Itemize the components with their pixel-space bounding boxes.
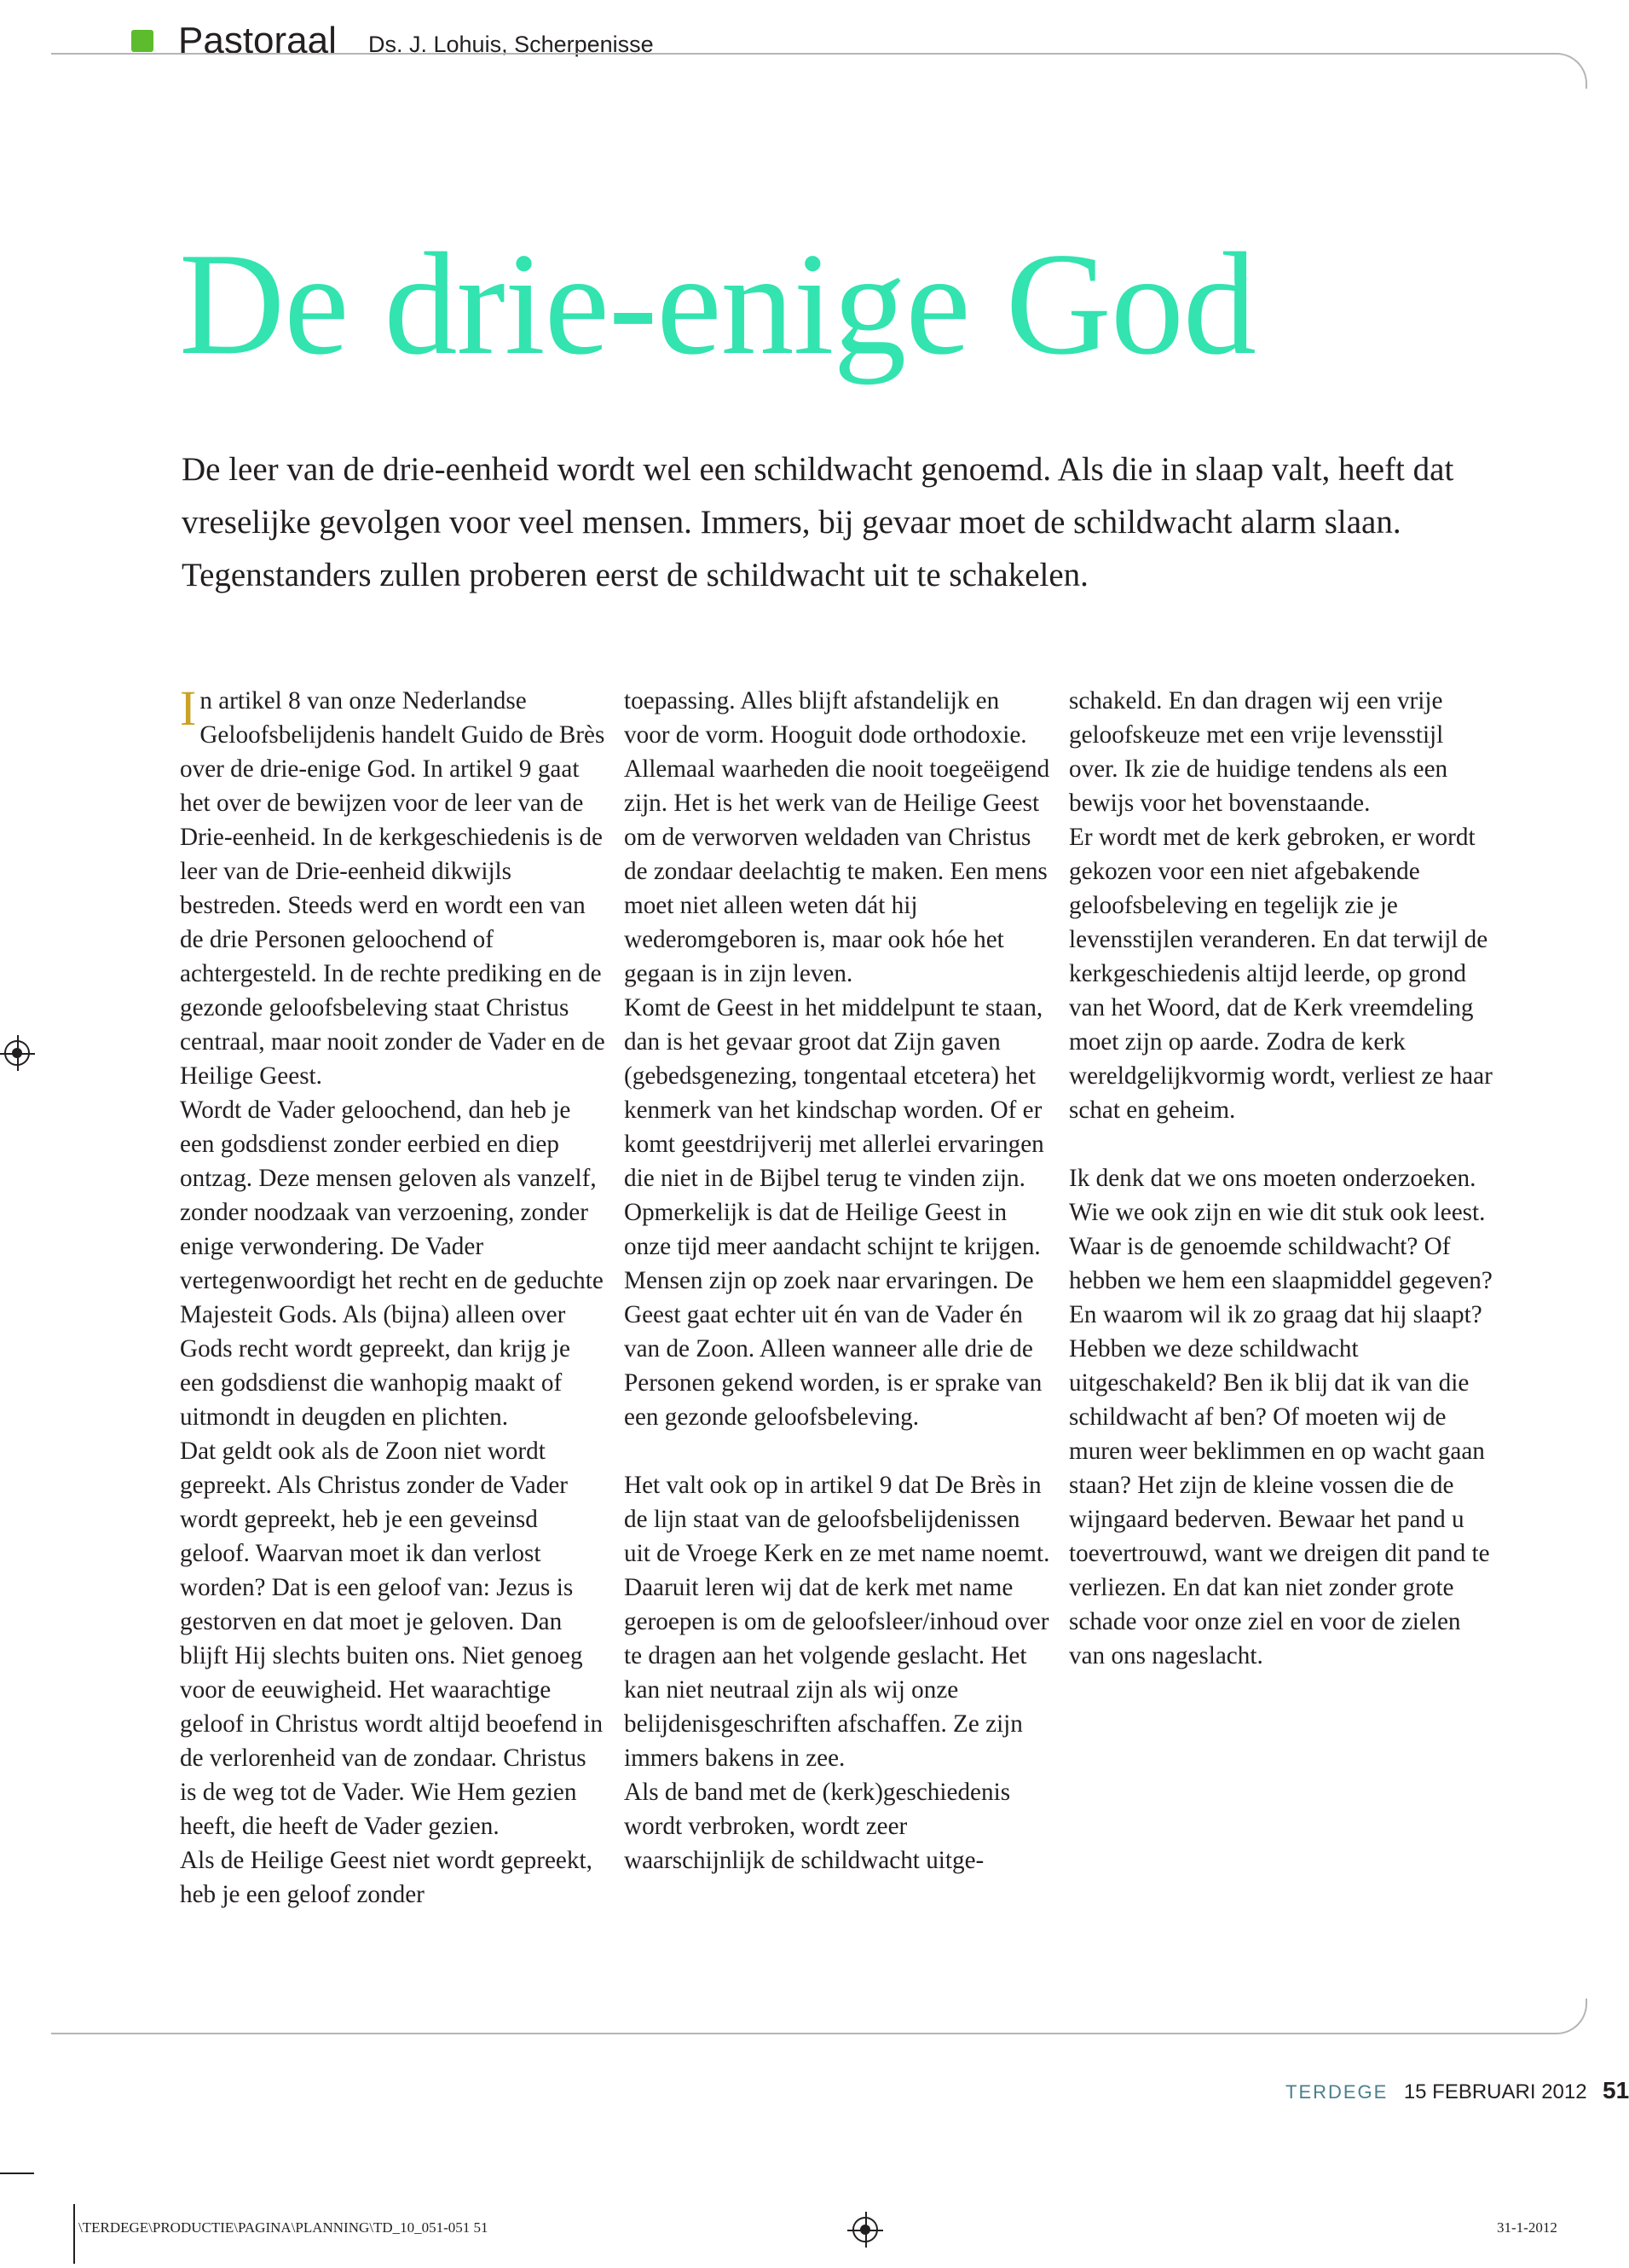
paragraph: Wordt de Vader geloochend, dan heb je een godsdienst zonder eerbied en diep ontzag. Deze mensen geloven als vanzelf, zonder noodzaak van verzoening, zonder enige verwondering. De Vader vertegenwoordigt het recht en de geduchte Majesteit Gods. Als (bijna) alleen over Gods recht wordt gepreekt, dan krijg je een godsdienst die wanhopig maakt of uitmondt in deugden en plichten. <box>180 1096 604 1431</box>
print-slug-path: \TERDEGE\PRODUCTIE\PAGINA\PLANNING\TD_10_051-051 51 <box>78 2219 488 2236</box>
paragraph: Dat geldt ook als de Zoon niet wordt gepreekt. Als Christus zonder de Vader wordt gepreekt, heb je een geveinsd geloof. Waarvan moet ik dan verlost worden? Dat is een geloof van: Jezus is gestorven en dat moet je geloven. Dan blijft Hij slechts buiten ons. Niet genoeg voor de eeuwigheid. Het waarachtige geloof in Christus wordt altijd beoefend in de verlorenheid van de zondaar. Christus is de weg tot de Vader. Wie Hem gezien heeft, die heeft de Vader gezien. <box>180 1438 604 1840</box>
body-column-2 <box>624 684 1050 1877</box>
magazine-name: TERDEGE <box>1285 2081 1389 2103</box>
footer-divider <box>51 1999 1587 2034</box>
paragraph: toepassing. Alles blijft afstandelijk en voor de vorm. Hooguit dode orthodoxie. Allemaal waarheden die nooit toegeëigend zijn. Het is het werk van de Heilige Geest om de verworven weldaden van Christus de zondaar deelachtig te maken. Een mens moet niet alleen weten dát hij wederomgeboren is, maar ook hóe het gegaan is in zijn leven. <box>624 687 1050 987</box>
registration-mark-icon <box>852 2217 878 2242</box>
page-number: 51 <box>1603 2077 1629 2103</box>
article-title: De drie-enige God <box>179 223 1256 385</box>
paragraph: Het valt ook op in artikel 9 dat De Brès in de lijn staat van de geloofsbelijdenissen uit de Vroege Kerk en ze met name noemt. Daaruit leren wij dat de kerk met name geroepen is om de geloofsleer/inhoud over te dragen aan het volgende geslacht. Het kan niet neutraal zijn als wij onze belijdenisgeschriften afschaffen. Ze zijn immers bakens in zee. <box>624 1472 1050 1772</box>
paragraph: Als de Heilige Geest niet wordt gepreekt, heb je een geloof zonder <box>180 1847 592 1908</box>
paragraph: Komt de Geest in het middelpunt te staan, dan is het gevaar groot dat Zijn gaven (gebedsgenezing, tongentaal etcetera) het kenmerk van het kindschap worden. Of er komt geestdrijverij met allerlei ervaringen die niet in de Bijbel terug te vinden zijn. Opmerkelijk is dat de Heilige Geest in onze tijd meer aandacht schijnt te krijgen. Mensen zijn op zoek naar ervaringen. De Geest gaat echter uit én van de Vader én van de Zoon. Alleen wanneer alle drie de Personen gekend worden, is er sprake van een gezonde geloofsbeleving. <box>624 994 1044 1431</box>
paragraph: Ik denk dat we ons moeten onderzoeken. Wie we ook zijn en wie dit stuk ook leest. Waar is de genoemde schildwacht? Of hebben we hem een slaapmiddel gegeven? En waarom wil ik zo graag dat hij slaapt? Hebben we deze schildwacht uitgeschakeld? Ben ik blij dat ik van die schildwacht af ben? Of moeten wij de muren weer beklimmen en op wacht gaan staan? Het zijn de kleine vossen die de wijngaard bederven. Bewaar het pand u toevertrouwd, want we dreigen dit pand te verliezen. En dat kan niet zonder grote schade voor onze ziel en voor de zielen van ons nageslacht. <box>1069 1165 1493 1669</box>
paragraph: Er wordt met de kerk gebroken, er wordt gekozen voor een niet afgebakende geloofsbeleving en tegelijk zie je levensstijlen veranderen. En dat terwijl de kerkgeschiedenis altijd leerde, op grond van het Woord, dat de Kerk vreemdeling moet zijn op aarde. Zodra de kerk wereldgelijkvormig wordt, verliest ze haar schat en geheim. <box>1069 824 1493 1124</box>
section-label: Pastoraal <box>178 20 337 61</box>
body-column-1 <box>180 680 606 1912</box>
page-footer <box>1285 2075 1629 2110</box>
paragraph: Als de band met de (kerk)geschiedenis wordt verbroken, wordt zeer waarschijnlijk de schildwacht uitge- <box>624 1779 1011 1874</box>
drop-cap: I <box>180 680 197 736</box>
paragraph: In artikel 8 van onze Nederlandse Geloofsbelijdenis handelt Guido de Brès over de drie-enige God. In artikel 9 gaat het over de bewijzen voor de leer van de Drie-eenheid. In de kerkgeschiedenis is de leer van de Drie-eenheid dikwijls bestreden. Steeds werd en wordt een van de drie Personen geloochend of achtergesteld. In de rechte prediking en de gezonde geloofsbeleving staat Christus centraal, maar nooit zonder de Vader en de Heilige Geest. <box>180 680 605 1090</box>
registration-mark-icon <box>4 1040 30 1066</box>
crop-mark <box>0 2173 34 2174</box>
print-slug-date: 31-1-2012 <box>1497 2219 1557 2236</box>
paragraph: schakeld. En dan dragen wij een vrije geloofskeuze met een vrije levensstijl over. Ik zie de huidige tendens als een bewijs voor het bovenstaande. <box>1069 687 1448 817</box>
issue-date: 15 FEBRUARI 2012 <box>1403 2080 1587 2103</box>
section-marker-icon <box>131 30 153 52</box>
article-lead: De leer van de drie-eenheid wordt wel een schildwacht genoemd. Als die in slaap valt, heeft dat vreselijke gevolgen voor veel mensen. Immers, bij gevaar moet de schildwacht alarm slaan. Tegenstanders zullen proberen eerst de schildwacht uit te schakelen. <box>182 451 1454 593</box>
author-byline: Ds. J. Lohuis, Scherpenisse <box>368 32 654 57</box>
crop-mark <box>73 2204 75 2264</box>
header-divider <box>51 53 1587 89</box>
body-column-3 <box>1069 684 1495 1673</box>
